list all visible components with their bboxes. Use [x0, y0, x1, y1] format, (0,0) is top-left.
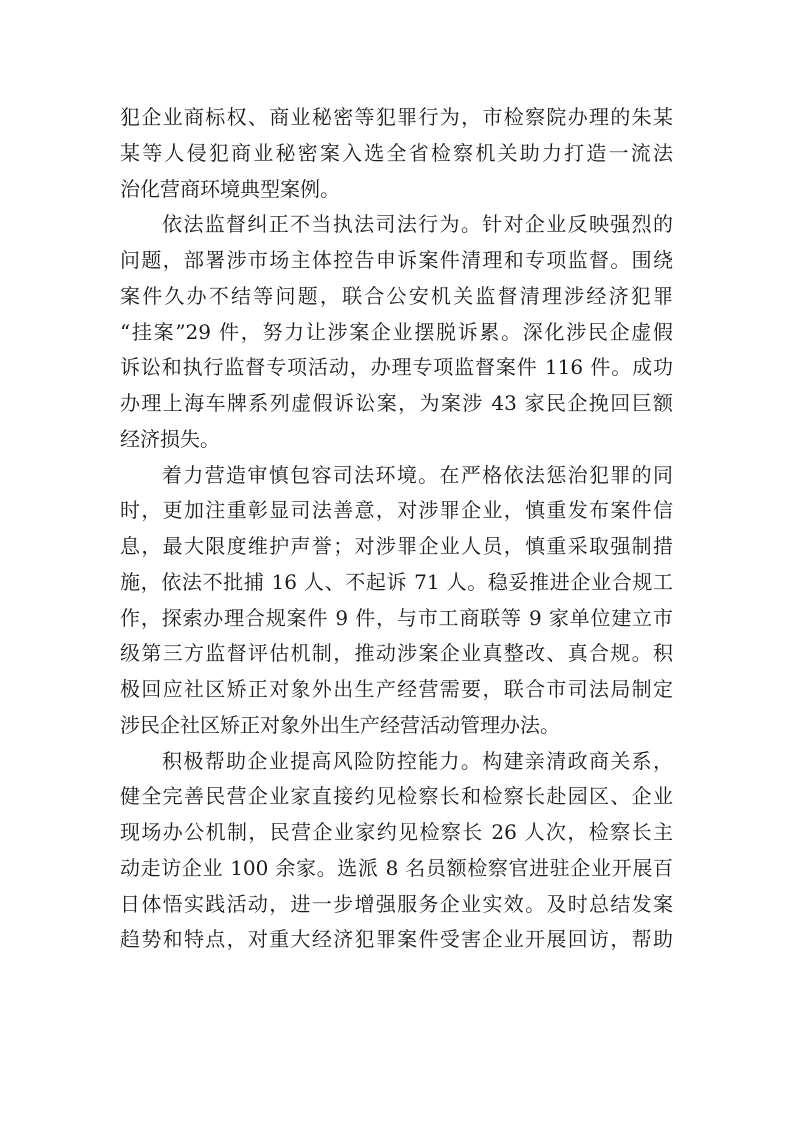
text-line: 某等人侵犯商业秘密案入选全省检察机关助力打造一流法 [120, 140, 673, 165]
text-line: “挂案”29 件，努力让涉案企业摆脱诉累。深化涉民企虚假 [120, 319, 673, 344]
text-line: 诉讼和执行监督专项活动，办理专项监督案件 116 件。成功 [120, 355, 673, 380]
text-line: 犯企业商标权、商业秘密等犯罪行为，市检察院办理的朱某 [120, 105, 673, 129]
text-line: 动走访企业 100 余家。选派 8 名员额检察官进驻企业开展百 [120, 855, 673, 880]
text-line: 作，探索办理合规案件 9 件，与市工商联等 9 家单位建立市 [120, 605, 673, 630]
text-line: 治化营商环境典型案例。 [120, 176, 340, 201]
text-line: 积极帮助企业提高风险防控能力。构建亲清政商关系， [162, 748, 673, 773]
paragraph [120, 458, 673, 744]
text-line: 问题，部署涉市场主体控告申诉案件清理和专项监督。围绕 [120, 248, 673, 272]
text-line: 健全完善民营企业家直接约见检察长和检察长赴园区、企业 [120, 784, 673, 809]
text-line: 趋势和特点，对重大经济犯罪案件受害企业开展回访，帮助 [120, 927, 673, 952]
text-line: 依法监督纠正不当执法司法行为。针对企业反映强烈的 [162, 212, 673, 237]
text-line: 现场办公机制，民营企业家约见检察长 26 人次，检察长主 [120, 820, 673, 844]
document-page [120, 100, 673, 958]
text-line: 涉民企社区矫正对象外出生产经营活动管理办法。 [120, 712, 560, 737]
text-line: 办理上海车牌系列虚假诉讼案，为案涉 43 家民企挽回巨额 [120, 391, 673, 415]
paragraph [120, 100, 673, 207]
text-line: 时，更加注重彰显司法善意，对涉罪企业，慎重发布案件信 [120, 498, 673, 523]
paragraph [120, 207, 673, 457]
text-line: 案件久办不结等问题，联合公安机关监督清理涉经济犯罪 [120, 283, 673, 308]
text-line: 日体悟实践活动，进一步增强服务企业实效。及时总结发案 [120, 891, 673, 916]
text-line: 着力营造审慎包容司法环境。在严格依法惩治犯罪的同 [162, 462, 673, 487]
text-line: 经济损失。 [120, 426, 220, 451]
text-line: 施，依法不批捕 16 人、不起诉 71 人。稳妥推进企业合规工 [120, 569, 673, 594]
paragraph [120, 744, 673, 959]
text-line: 极回应社区矫正对象外出生产经营需要，联合市司法局制定 [120, 677, 673, 701]
text-line: 级第三方监督评估机制，推动涉案企业真整改、真合规。积 [120, 641, 673, 666]
text-line: 息，最大限度维护声誉；对涉罪企业人员，慎重采取强制措 [120, 534, 673, 558]
